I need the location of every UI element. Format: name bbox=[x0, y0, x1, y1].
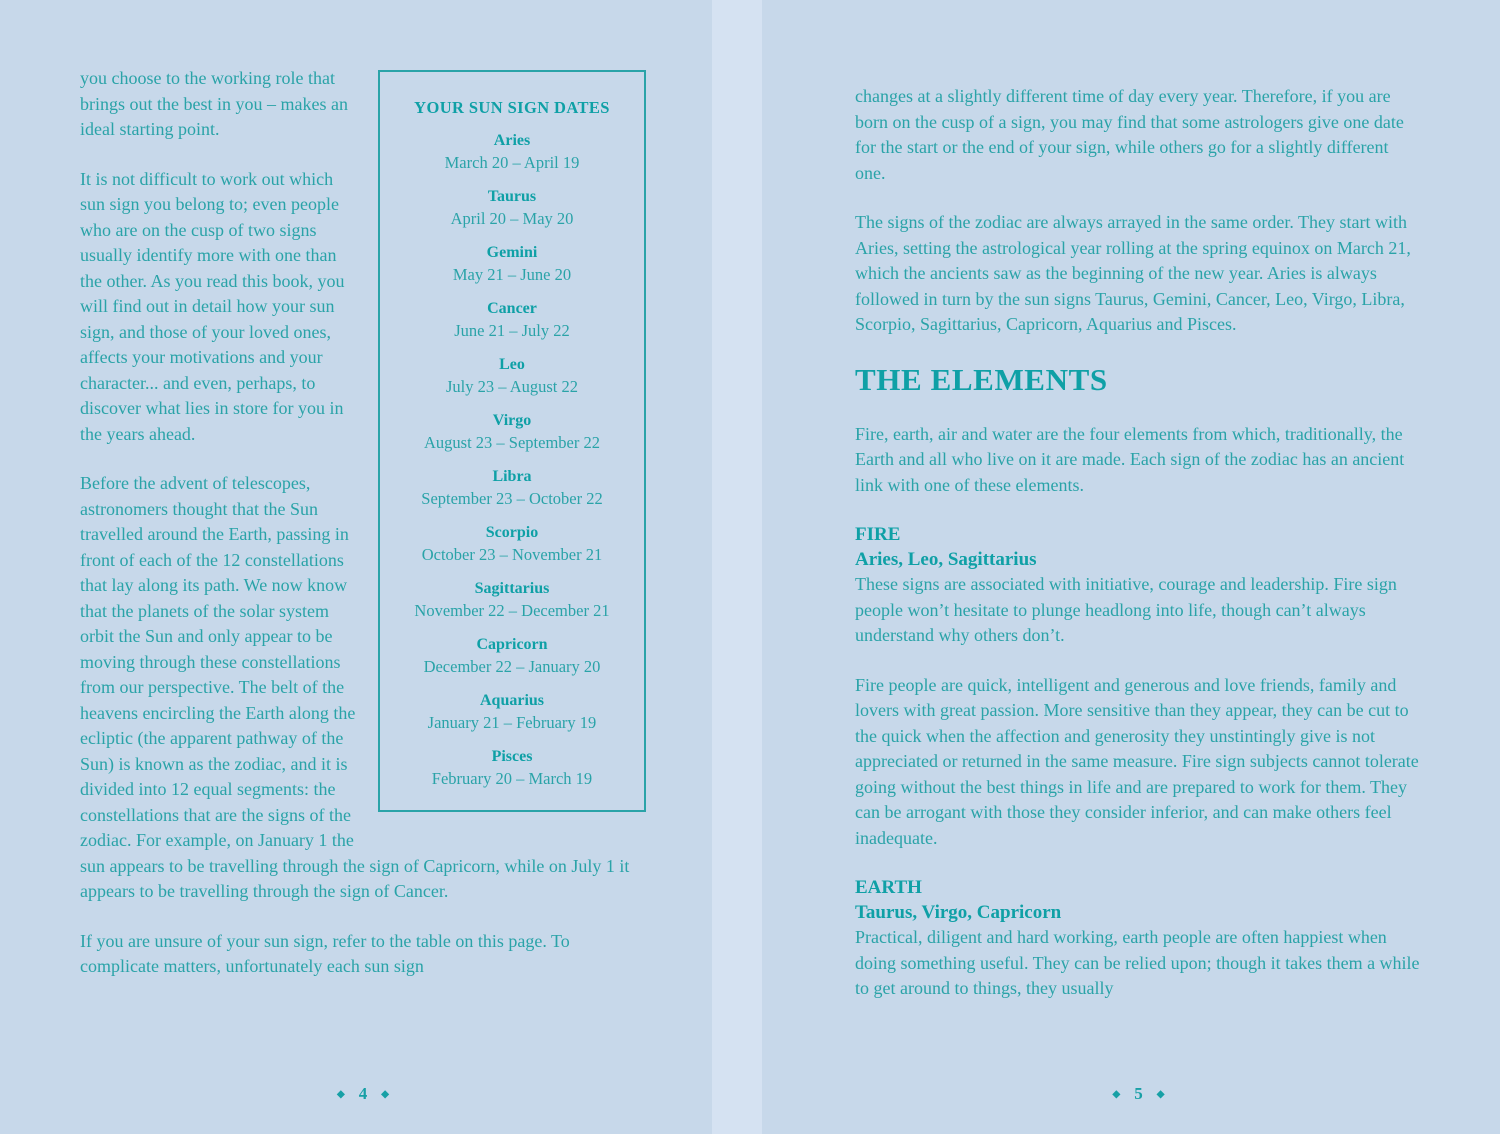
right-page-content bbox=[762, 0, 1422, 1002]
sun-sign-dates: December 22 – January 20 bbox=[423, 657, 601, 676]
element-name-earth: EARTH bbox=[855, 877, 922, 898]
page-number-value: 5 bbox=[1134, 1084, 1143, 1103]
body-paragraph: you choose to the working role that brings out the best in you – makes an ideal starting point. bbox=[80, 68, 348, 139]
diamond-icon: ◆ bbox=[1156, 1089, 1165, 1100]
sun-sign-entry bbox=[392, 467, 632, 510]
diamond-icon: ◆ bbox=[337, 1089, 345, 1100]
sun-sign-dates: April 20 – May 20 bbox=[450, 209, 574, 228]
sun-sign-dates: June 21 – July 22 bbox=[454, 321, 570, 340]
sun-sign-dates: March 20 – April 19 bbox=[444, 153, 580, 172]
body-paragraph: changes at a slightly different time of day every year. Therefore, if you are born on the cusp of a sign, you may find that some astrologers give one date for the start or the end of your sign, while others go for a slightly different one. bbox=[855, 86, 1404, 183]
diamond-icon: ◆ bbox=[381, 1089, 389, 1100]
sun-sign-entry bbox=[392, 635, 632, 678]
sun-sign-name: Aquarius bbox=[479, 692, 545, 709]
body-paragraph: These signs are associated with initiative, courage and leadership. Fire sign people won’t hesitate to plunge headlong into life, though can’t always understand why others don’t. bbox=[855, 574, 1397, 645]
section-heading-the-elements: THE ELEMENTS bbox=[855, 361, 1108, 397]
page-number-value: 4 bbox=[358, 1084, 368, 1103]
sun-sign-entry bbox=[392, 411, 632, 454]
sun-sign-name: Scorpio bbox=[485, 524, 539, 541]
page-number-right bbox=[855, 1084, 1422, 1104]
body-paragraph: If you are unsure of your sun sign, refer to the table on this page. To complicate matters, unfortunately each sun sign bbox=[80, 930, 570, 976]
body-paragraph: Fire people are quick, intelligent and generous and love friends, family and lovers with great passion. More sensitive than they appear, they can be cut to the quick when the affection and generosity they unstintingly give is not appreciated or returned in the same measure. Fire sign subjects cannot tolerate going without the best things in life and are prepared to work for them. They can be arrogant with those they consider inferior, and can make others feel inadequate. bbox=[855, 674, 1419, 848]
sun-sign-entry bbox=[392, 579, 632, 622]
sun-sign-name: Pisces bbox=[491, 748, 533, 765]
diamond-icon: ◆ bbox=[1112, 1089, 1121, 1100]
sun-sign-entry bbox=[392, 523, 632, 566]
sun-sign-dates-box bbox=[378, 70, 646, 812]
sun-sign-dates: February 20 – March 19 bbox=[431, 769, 593, 788]
sun-sign-name: Capricorn bbox=[476, 636, 548, 653]
page-right bbox=[762, 0, 1500, 1134]
sun-sign-entry bbox=[392, 747, 632, 790]
body-paragraph: It is not difficult to work out which sun sign you belong to; even people who are on the cusp of two signs usually identify more with one than the other. As you read this book, you will find out in detail how your sun sign, and those of your loved ones, affects your motivations and your character... and even, perhaps, to discover what lies in store for you in the years ahead. bbox=[80, 168, 345, 444]
page-gutter bbox=[712, 0, 762, 1134]
element-name-fire: FIRE bbox=[855, 524, 901, 545]
element-signs-earth: Taurus, Virgo, Capricorn bbox=[855, 902, 1062, 923]
body-paragraph: Practical, diligent and hard working, earth people are often happiest when doing something useful. They can be relied upon; though it takes them a while to get around to things, they usually bbox=[855, 927, 1420, 998]
sun-sign-name: Gemini bbox=[486, 244, 538, 261]
sun-sign-entry bbox=[392, 691, 632, 734]
left-page-content bbox=[0, 0, 646, 980]
sun-sign-name: Aries bbox=[493, 132, 531, 149]
sun-sign-entry bbox=[392, 299, 632, 342]
body-paragraph: The signs of the zodiac are always arrayed in the same order. They start with Aries, setting the astrological year rolling at the spring equinox on March 21, which the ancients saw as the beginning of the new year. Aries is always followed in turn by the sun signs Taurus, Gemini, Cancer, Leo, Virgo, Libra, Scorpio, Sagittarius, Capricorn, Aquarius and Pisces. bbox=[855, 212, 1411, 334]
sun-sign-dates: August 23 – September 22 bbox=[424, 433, 600, 452]
sun-sign-name: Sagittarius bbox=[474, 580, 550, 597]
sun-sign-dates: November 22 – December 21 bbox=[414, 601, 610, 620]
body-paragraph: Fire, earth, air and water are the four elements from which, traditionally, the Earth and all who live on it are made. Each sign of the zodiac has an ancient link with one of these elements. bbox=[855, 423, 1405, 495]
sun-sign-name: Cancer bbox=[487, 300, 537, 317]
sun-sign-entry bbox=[392, 243, 632, 286]
sun-sign-name: Taurus bbox=[487, 188, 537, 205]
sun-sign-dates: October 23 – November 21 bbox=[421, 545, 603, 564]
sun-sign-entry bbox=[392, 187, 632, 230]
sun-sign-dates: July 23 – August 22 bbox=[445, 377, 579, 396]
sun-sign-box-title: YOUR SUN SIGN DATES bbox=[414, 98, 610, 117]
sun-sign-name: Libra bbox=[492, 468, 532, 485]
body-paragraph: Before the advent of telescopes, astronomers thought that the Sun travelled around the Earth, passing in front of each of the 12 constellations that lay along its path. We now know that the planets of the solar system orbit the Sun and only appear to be moving through these constellations from our perspective. The belt of the heavens encircling the Earth along the ecliptic (the apparent pathway of the Sun) is known as the zodiac, and it is divided into 12 equal segments: the constellations that are the signs of the zodiac. For example, on January 1 the sun appears to be travelling through the sign of Capricorn, while on July 1 it appears to be travelling through the sign of Cancer. bbox=[80, 473, 630, 901]
sun-sign-dates: May 21 – June 20 bbox=[452, 265, 572, 284]
element-signs-fire: Aries, Leo, Sagittarius bbox=[855, 549, 1037, 570]
sun-sign-dates: September 23 – October 22 bbox=[421, 489, 603, 508]
sun-sign-name: Leo bbox=[499, 356, 525, 373]
sun-sign-entry bbox=[392, 355, 632, 398]
sun-sign-entry bbox=[392, 131, 632, 174]
page-left bbox=[0, 0, 712, 1134]
sun-sign-dates: January 21 – February 19 bbox=[427, 713, 597, 732]
sun-sign-name: Virgo bbox=[492, 412, 532, 429]
page-number-left bbox=[80, 1084, 646, 1104]
